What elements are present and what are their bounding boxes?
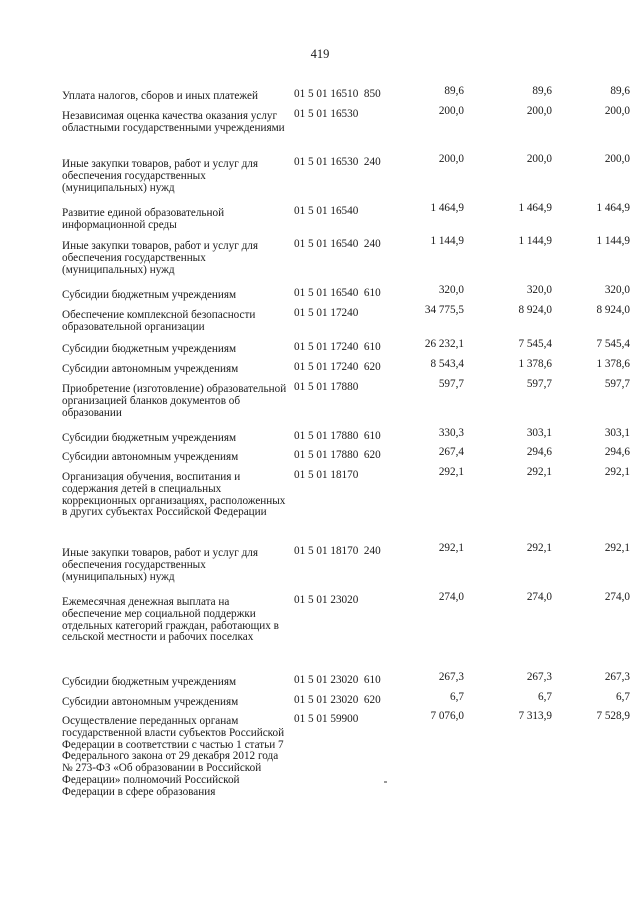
row-value-2: 320,0 [526, 284, 552, 296]
row-value-3: 294,6 [604, 446, 630, 458]
row-value-3: 200,0 [604, 153, 630, 165]
row-code: 01 5 01 23020 620 [294, 694, 381, 706]
row-name: Обеспечение комплексной безопасности образовательной организации [62, 309, 256, 333]
row-value-2: 1 464,9 [518, 202, 552, 214]
row-value-3: 6,7 [616, 691, 630, 703]
row-value-3: 7 528,9 [596, 710, 630, 722]
row-value-1: 1 144,9 [430, 235, 464, 247]
row-code: 01 5 01 17240 [294, 307, 359, 319]
row-value-1: 200,0 [438, 105, 464, 117]
row-value-2: 1 378,6 [518, 358, 552, 370]
row-value-1: 26 232,1 [424, 338, 464, 350]
row-name: Иные закупки товаров, работ и услуг для обеспечения государственных (муниципальных) нужд [62, 547, 259, 583]
row-value-2: 597,7 [526, 378, 552, 390]
row-value-3: 89,6 [610, 85, 630, 97]
row-name: Уплата налогов, сборов и иных платежей [62, 90, 258, 102]
row-name: Иные закупки товаров, работ и услуг для обеспечения государственных (муниципальных) нужд [62, 240, 259, 276]
row-value-2: 292,1 [526, 542, 552, 554]
row-value-2: 89,6 [532, 85, 552, 97]
row-value-3: 267,3 [604, 671, 630, 683]
row-code: 01 5 01 17240 610 [294, 341, 381, 353]
row-value-1: 274,0 [438, 591, 464, 603]
row-value-3: 7 545,4 [596, 338, 630, 350]
row-value-1: 7 076,0 [430, 710, 464, 722]
row-name: Субсидии автономным учреждениям [62, 451, 239, 463]
scan-speck [384, 781, 387, 783]
row-code: 01 5 01 59900 [294, 713, 359, 725]
row-name: Ежемесячная денежная выплата на обеспечение мер социальной поддержки отдельных категорий граждан, работающих в сельской местности и рабочих поселках [62, 596, 279, 644]
row-name: Субсидии автономным учреждениям [62, 363, 239, 375]
row-value-1: 89,6 [444, 85, 464, 97]
row-value-2: 6,7 [538, 691, 552, 703]
row-value-1: 200,0 [438, 153, 464, 165]
row-value-2: 200,0 [526, 105, 552, 117]
row-value-1: 320,0 [438, 284, 464, 296]
row-code: 01 5 01 23020 610 [294, 674, 381, 686]
row-value-3: 292,1 [604, 466, 630, 478]
row-code: 01 5 01 18170 240 [294, 545, 381, 557]
row-value-1: 330,3 [438, 427, 464, 439]
row-value-2: 294,6 [526, 446, 552, 458]
row-value-1: 292,1 [438, 542, 464, 554]
row-code: 01 5 01 16510 850 [294, 88, 381, 100]
row-value-3: 200,0 [604, 105, 630, 117]
row-value-3: 292,1 [604, 542, 630, 554]
row-value-3: 274,0 [604, 591, 630, 603]
row-value-2: 292,1 [526, 466, 552, 478]
row-name: Приобретение (изготовление) образовательной организацией бланков документов об образовании [62, 383, 287, 419]
row-value-3: 1 144,9 [596, 235, 630, 247]
row-value-3: 597,7 [604, 378, 630, 390]
row-value-1: 8 543,4 [430, 358, 464, 370]
row-value-2: 1 144,9 [518, 235, 552, 247]
row-value-2: 267,3 [526, 671, 552, 683]
row-name: Иные закупки товаров, работ и услуг для обеспечения государственных (муниципальных) нужд [62, 158, 259, 194]
row-code: 01 5 01 16540 610 [294, 287, 381, 299]
row-name: Независимая оценка качества оказания услуг областными государственными учреждениями [62, 110, 285, 134]
row-code: 01 5 01 17240 620 [294, 361, 381, 373]
row-value-1: 267,3 [438, 671, 464, 683]
row-code: 01 5 01 17880 610 [294, 430, 381, 442]
row-value-2: 200,0 [526, 153, 552, 165]
row-value-3: 1 464,9 [596, 202, 630, 214]
row-name: Субсидии бюджетным учреждениям [62, 676, 237, 688]
row-name: Субсидии бюджетным учреждениям [62, 289, 237, 301]
row-code: 01 5 01 18170 [294, 469, 359, 481]
row-value-2: 274,0 [526, 591, 552, 603]
row-code: 01 5 01 16530 240 [294, 156, 381, 168]
row-code: 01 5 01 16540 240 [294, 238, 381, 250]
row-value-1: 267,4 [438, 446, 464, 458]
row-code: 01 5 01 17880 620 [294, 449, 381, 461]
row-name: Развитие единой образовательной информационной среды [62, 207, 225, 231]
row-name: Осуществление переданных органам государственной власти субъектов Российской Федерации в соответствии с частью 1 статьи 7 Федерального закона от 29 декабря 2012 года № 273-ФЗ «Об образовании в Российской Федерации» полномочий Российской Федерации в сфере образования [62, 715, 285, 798]
row-value-1: 34 775,5 [424, 304, 464, 316]
row-value-1: 292,1 [438, 466, 464, 478]
row-name: Субсидии бюджетным учреждениям [62, 343, 237, 355]
row-value-2: 8 924,0 [518, 304, 552, 316]
row-name: Организация обучения, воспитания и содержания детей в специальных коррекционных организациях, расположенных в других субъектах Российской Федерации [62, 471, 286, 519]
row-name: Субсидии бюджетным учреждениям [62, 432, 237, 444]
row-value-3: 303,1 [604, 427, 630, 439]
row-code: 01 5 01 17880 [294, 381, 359, 393]
row-name: Субсидии автономным учреждениям [62, 696, 239, 708]
row-value-3: 1 378,6 [596, 358, 630, 370]
row-code: 01 5 01 16540 [294, 205, 359, 217]
row-value-1: 6,7 [450, 691, 464, 703]
row-value-2: 303,1 [526, 427, 552, 439]
row-value-2: 7 545,4 [518, 338, 552, 350]
row-value-2: 7 313,9 [518, 710, 552, 722]
page-number: 419 [310, 47, 330, 61]
row-code: 01 5 01 23020 [294, 594, 359, 606]
row-code: 01 5 01 16530 [294, 108, 359, 120]
row-value-1: 1 464,9 [430, 202, 464, 214]
row-value-3: 320,0 [604, 284, 630, 296]
row-value-3: 8 924,0 [596, 304, 630, 316]
row-value-1: 597,7 [438, 378, 464, 390]
